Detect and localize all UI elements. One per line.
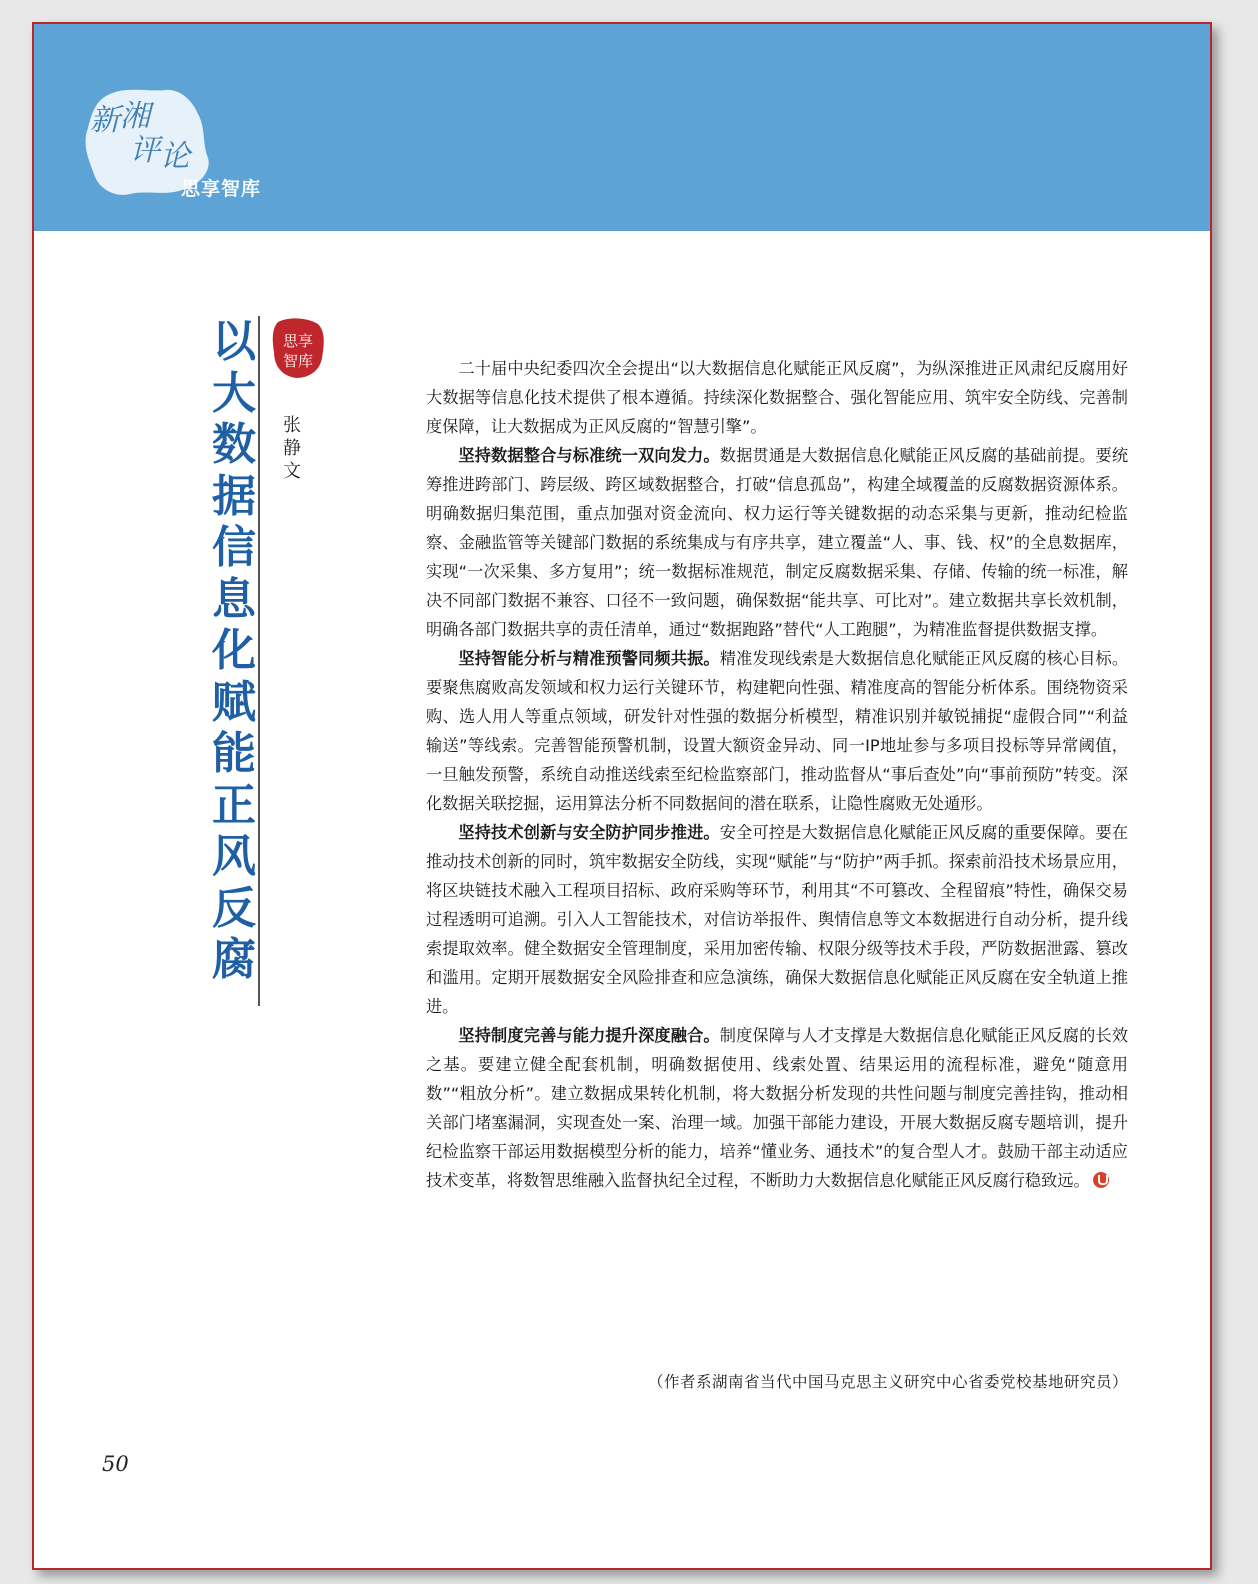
svg-text:智库: 智库	[282, 352, 314, 370]
section-paragraph	[426, 1021, 1128, 1195]
section-text: 制度保障与人才支撑是大数据信息化赋能正风反腐的长效之基。要建立健全配套机制，明确数据使用、线索处置、结果运用的流程标准，避免“随意用数”“粗放分析”。建立数据成果转化机制，将大数据分析发现的共性问题与制度完善挂钩，推动相关部门堵塞漏洞，实现查处一案、治理一域。加强干部能力建设，开展大数据反腐专题培训，提升纪检监察干部运用数据模型分析的能力，培养“懂业务、通技术”的复合型人才。鼓励干部主动适应技术变革，将数智思维融入监督执纪全过程，不断助力大数据信息化赋能正风反腐行稳致远。	[426, 1026, 1129, 1190]
section-text: 精准发现线索是大数据信息化赋能正风反腐的核心目标。要聚焦腐败高发领域和权力运行关键环节，构建靶向性强、精准度高的智能分析体系。围绕物资采购、选人用人等重点领域，研发针对性强的数据分析模型，精准识别并敏锐捕捉“虚假合同”“利益输送”等线索。完善智能预警机制，设置大额资金异动、同一IP地址参与多项目投标等异常阈值，一旦触发预警，系统自动推送线索至纪检监察部门，推动监督从“事后查处”向“事前预防”转变。深化数据关联挖掘，运用算法分析不同数据间的潜在联系，让隐性腐败无处遁形。	[426, 649, 1129, 813]
section-heading: 坚持技术创新与安全防护同步推进。	[458, 823, 720, 842]
section-name: 思享智库	[181, 178, 262, 200]
logo-calligraphy: 新 湘 评 论	[90, 99, 190, 174]
title-divider	[258, 316, 260, 1006]
section-paragraph	[426, 644, 1128, 818]
seal-stamp-icon	[270, 316, 326, 380]
end-mark-icon	[1093, 1172, 1109, 1188]
section-paragraph	[426, 441, 1128, 644]
section-text: 安全可控是大数据信息化赋能正风反腐的重要保障。要在推动技术创新的同时，筑牢数据安全防线，实现“赋能”与“防护”两手抓。探索前沿技术场景应用，将区块链技术融入工程项目招标、政府采购等环节，利用其“不可篡改、全程留痕”特性，确保交易过程透明可追溯。引入人工智能技术，对信访举报件、舆情信息等文本数据进行自动分析，提升线索提取效率。健全数据安全管理制度，采用加密传输、权限分级等技术手段，严防数据泄露、篡改和滥用。定期开展数据安全风险排查和应急演练，确保大数据信息化赋能正风反腐在安全轨道上推进。	[426, 823, 1129, 1016]
section-heading: 坚持智能分析与精准预警同频共振。	[458, 649, 720, 668]
article-body	[426, 354, 1128, 1195]
header-banner	[34, 24, 1210, 231]
magazine-page	[32, 22, 1212, 1570]
section-heading: 坚持制度完善与能力提升深度融合。	[458, 1026, 720, 1045]
section-text: 数据贯通是大数据信息化赋能正风反腐的基础前提。要统筹推进跨部门、跨层级、跨区域数据整合，打破“信息孤岛”，构建全域覆盖的反腐数据资源体系。明确数据归集范围，重点加强对资金流向、权力运行等关键数据的动态采集与更新，推动纪检监察、金融监管等关键部门数据的系统集成与有序共享，建立覆盖“人、事、钱、权”的全息数据库，实现“一次采集、多方复用”；统一数据标准规范，制定反腐数据采集、存储、传输的统一标准，解决不同部门数据不兼容、口径不一致问题，确保数据“能共享、可比对”。建立数据共享长效机制，明确各部门数据共享的责任清单，通过“数据跑路”替代“人工跑腿”，为精准监督提供数据支撑。	[426, 446, 1129, 639]
article-title: 以大数据信息化赋能正风反腐	[212, 316, 256, 985]
page-number: 50	[102, 1452, 129, 1476]
section-paragraph	[426, 818, 1128, 1021]
intro-paragraph: 二十届中央纪委四次全会提出“以大数据信息化赋能正风反腐”，为纵深推进正风肃纪反腐用好大数据等信息化技术提供了根本遵循。持续深化数据整合、强化智能应用、筑牢安全防线、完善制度保障，让大数据成为正风反腐的“智慧引擎”。	[426, 359, 1128, 436]
author-note: （作者系湖南省当代中国马克思主义研究中心省委党校基地研究员）	[647, 1373, 1128, 1391]
svg-text:思享: 思享	[282, 332, 314, 350]
section-heading: 坚持数据整合与标准统一双向发力。	[458, 446, 720, 465]
author-name: 张静文	[283, 415, 301, 482]
